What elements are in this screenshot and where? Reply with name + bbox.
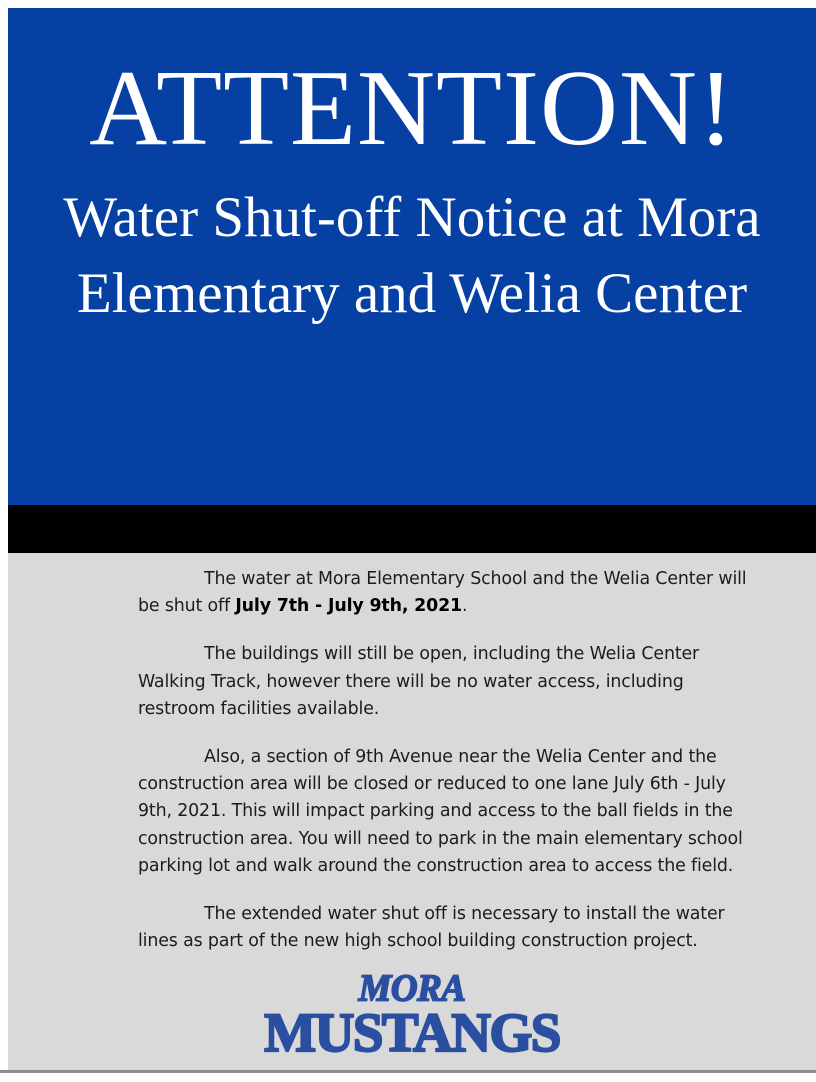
- notice-paragraph: The water at Mora Elementary School and the Welia Center will be shut off July 7th - July 9th, 2021.: [138, 569, 747, 617]
- page-margin-top: [0, 0, 816, 8]
- page-subtitle: Water Shut-off Notice at Mora Elementary and Welia Center: [63, 186, 761, 325]
- divider-bar: [8, 505, 816, 553]
- svg-text:MORA: MORA: [358, 966, 466, 1010]
- page-title: ATTENTION!: [89, 49, 735, 168]
- notice-paragraph: Also, a section of 9th Avenue near the Welia Center and the construction area will be closed or reduced to one lane July 6th - July 9th, 2021. This will impact parking and access to the ball fields in the construction area. You will need to park in the main elementary school parking lot and walk around the construction area to access the field.: [138, 747, 743, 876]
- page-margin-left: [0, 0, 8, 1082]
- notice-body-text: [138, 566, 756, 955]
- page-bottom-rule: [0, 1070, 816, 1073]
- notice-paragraph: The buildings will still be open, including the Welia Center Walking Track, however there will be no water access, including restroom facilities available.: [138, 644, 700, 719]
- mora-mustangs-logo-icon: [264, 965, 560, 1063]
- body-section: [8, 553, 816, 1070]
- header-banner: [8, 8, 816, 507]
- header-content: [8, 8, 816, 507]
- logo-container: [8, 965, 816, 1061]
- notice-paragraph: The extended water shut off is necessary to install the water lines as part of the new high school building construction project.: [138, 904, 725, 952]
- svg-text:MUSTANGS: MUSTANGS: [264, 1002, 560, 1063]
- shutoff-date-emphasis: July 7th - July 9th, 2021: [235, 596, 462, 617]
